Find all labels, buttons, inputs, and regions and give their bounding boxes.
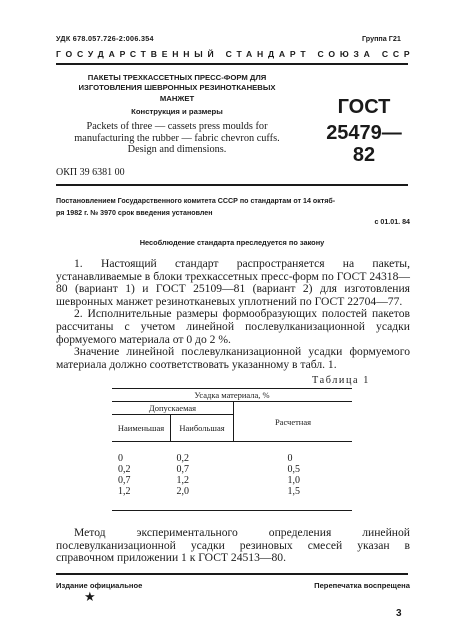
english-title-line: Packets of three — cassets press moulds for: [86, 121, 268, 132]
cell-min: 0: [118, 452, 123, 464]
official-edition: Издание официальное: [56, 581, 143, 590]
russian-title-line: МАНЖЕТ: [159, 93, 195, 103]
cell-calc: 1,5: [287, 485, 300, 497]
table-header-allowed: Допускаемая: [112, 402, 234, 415]
english-title: [56, 121, 298, 156]
russian-subtitle: Конструкция и размеры: [131, 107, 223, 116]
cell-calc: 0: [287, 452, 293, 464]
table-header-min: Наименьшая: [112, 415, 171, 442]
header-rule: [56, 63, 408, 65]
paragraph-2: 2. Исполнительные размеры формообразующих полостей пакетов рассчитаны с учетом линейной послевулканизационной усадки формуемого материала от 0 до 2 %.: [56, 307, 410, 346]
effective-date: с 01.01. 84: [374, 218, 410, 226]
cell-min: 0,2: [118, 463, 131, 475]
group-code: Группа Г21: [362, 34, 401, 43]
cell-min: 1,2: [118, 485, 131, 497]
paragraph-4: Метод экспериментального определения линейной послевулканизационной усадки резиновых смесей указан в справочном приложении 1 к ГОСТ 24513—80.: [56, 526, 410, 565]
udk-code: УДК 678.057.726-2:006.354: [56, 34, 154, 43]
footer-rule: [56, 573, 408, 575]
paragraph-3: Значение линейной послевулканизационной усадки формуемого материала должно соответствовать указанному в табл. 1.: [56, 345, 410, 371]
table-row: [112, 464, 352, 475]
gost-number: 25479—82: [326, 122, 402, 166]
russian-title-line: ИЗГОТОВЛЕНИЯ ШЕВРОННЫХ РЕЗИНОТКАНЕВЫХ: [78, 83, 276, 93]
english-title-line: manufacturing the rubber — fabric chevron cuffs.: [74, 132, 280, 144]
table-header-main: Усадка материала, %: [194, 390, 270, 400]
decree-line: ря 1982 г. № 3970 срок введения установлен: [56, 208, 213, 217]
russian-title: [56, 73, 298, 104]
title-rule: [56, 184, 408, 186]
cell-max: 0,7: [176, 463, 189, 475]
cell-max: 1,2: [176, 474, 189, 486]
russian-title-line: ПАКЕТЫ ТРЕХКАССЕТНЫХ ПРЕСС-ФОРМ ДЛЯ: [87, 73, 267, 82]
table-caption: Таблица 1: [312, 375, 370, 386]
method-paragraph: [56, 527, 410, 565]
body-text: [56, 258, 410, 371]
reprint-notice: Перепечатка воспрещена: [314, 581, 410, 590]
gost-label: ГОСТ: [337, 96, 391, 118]
english-title-line: Design and dimensions.: [127, 144, 227, 155]
cell-calc: 0,5: [287, 463, 300, 475]
table-row: [112, 486, 352, 497]
cell-min: 0,7: [118, 474, 131, 486]
table-header-max: Наибольшая: [171, 415, 234, 442]
standard-heading: ГОСУДАРСТВЕННЫЙ СТАНДАРТ СОЮЗА ССР: [56, 49, 415, 59]
table-bottom-rule: [112, 510, 352, 511]
cell-max: 2,0: [176, 485, 189, 497]
page-number: 3: [396, 608, 402, 619]
shrinkage-table: [112, 388, 352, 497]
okp-code: ОКП 39 6381 00: [56, 167, 125, 178]
cell-calc: 1,0: [287, 474, 300, 486]
law-warning: Несоблюдение стандарта преследуется по закону: [139, 238, 325, 247]
cell-max: 0,2: [176, 452, 189, 464]
star-icon: ★: [84, 590, 96, 605]
paragraph-1: 1. Настоящий стандарт распространяется на пакеты, устанавливаемые в блоки трехкассетных пресс-форм по ГОСТ 24318—80 (вариант 1) и ГОСТ 25109—81 (вариант 2) для изготовления шевронных манжет резинотканевых уплотнений по ГОСТ 22704—77.: [56, 257, 410, 308]
decree-line: Постановлением Государственного комитета СССР по стандартам от 14 октяб-: [56, 197, 336, 205]
table-row: [112, 453, 352, 464]
decree-text: [56, 196, 408, 219]
table-header-calc: Расчетная: [274, 416, 312, 427]
table-row: [112, 475, 352, 486]
